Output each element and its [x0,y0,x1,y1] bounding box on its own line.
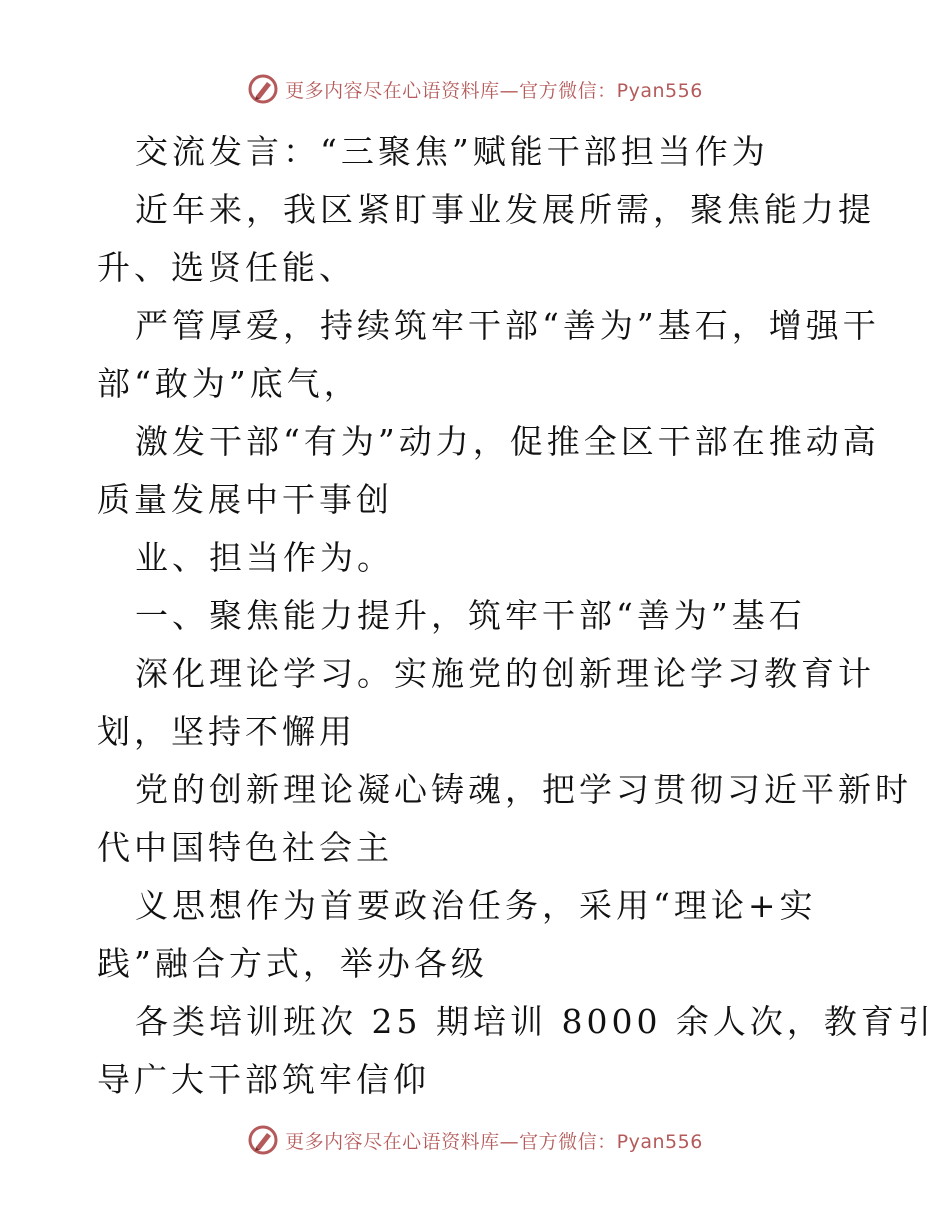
text-line: 升、选贤任能、 [97,248,356,287]
text-line: 严管厚爱，持续筑牢干部“善为”基石，增强干 [135,306,880,345]
document-body [97,123,935,1109]
text-line: 深化理论学习。实施党的创新理论学习教育计 [135,654,875,693]
text-line: 业、担当作为。 [135,538,394,577]
watermark-text: 更多内容尽在心语资料库—官方微信：Pyan556 [285,79,703,102]
watermark-text: 更多内容尽在心语资料库—官方微信：Pyan556 [285,1130,703,1153]
text-line: 代中国特色社会主 [97,828,393,867]
text-line: 导广大干部筑牢信仰 [97,1060,430,1099]
text-line: 党的创新理论凝心铸魂，把学习贯彻习近平新时 [135,770,912,809]
pen-logo-icon [247,73,279,105]
text-line: 践”融合方式，举办各级 [97,944,488,983]
pen-logo-icon [247,1124,279,1156]
text-line: 质量发展中干事创 [97,480,393,519]
text-line: 交流发言：“三聚焦”赋能干部担当作为 [135,132,769,171]
text-line: 各类培训班次 25 期培训 8000 余人次，教育引 [135,1002,935,1041]
header-watermark [0,71,950,107]
text-line: 激发干部“有为”动力，促推全区干部在推动高 [135,422,880,461]
footer-watermark [0,1122,950,1158]
text-line: 部“敢为”底气， [97,364,361,403]
text-line: 近年来，我区紧盯事业发展所需，聚焦能力提 [135,190,875,229]
text-line: 义思想作为首要政治任务，采用“理论+实 [135,886,817,925]
text-line: 划，坚持不懈用 [97,712,356,751]
text-line: 一、聚焦能力提升，筑牢干部“善为”基石 [135,596,806,635]
